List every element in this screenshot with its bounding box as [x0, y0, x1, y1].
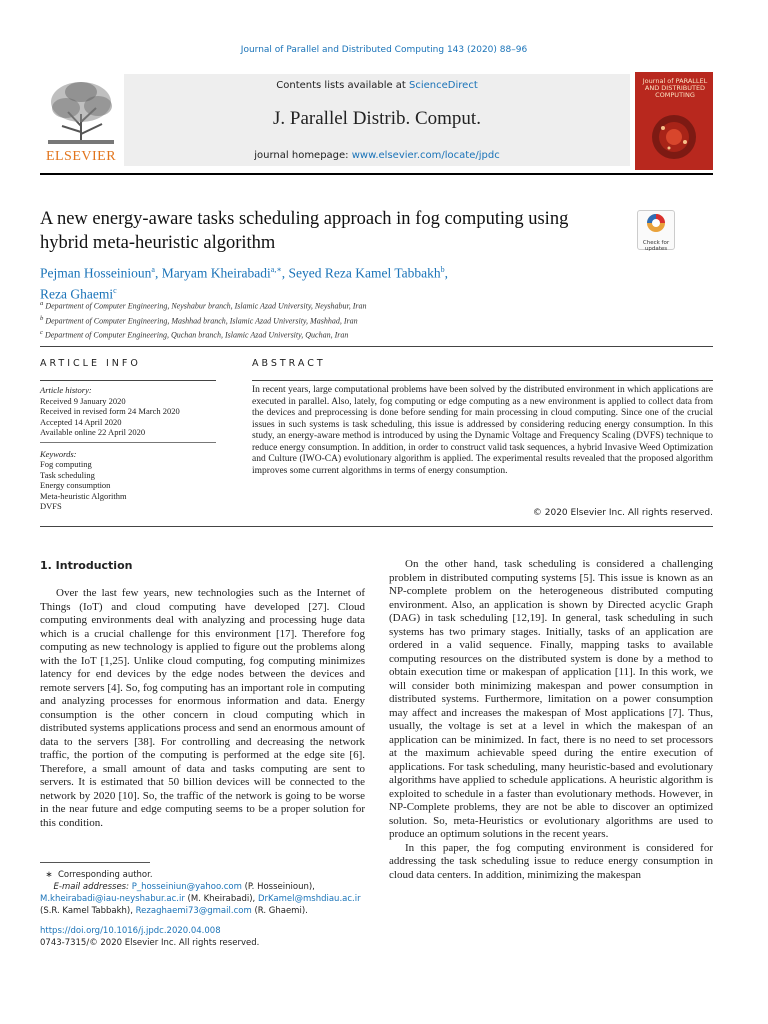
author-4-sup: c [113, 285, 117, 295]
left-column [40, 587, 365, 830]
footnotes [40, 869, 365, 917]
email-line: E-mail addresses: P_hosseiniun@yahoo.com (P. Hosseinioun), [53, 882, 315, 892]
affiliation-b: $^b$ Department of Computer Engineering, Mashhad branch, Islamic Azad University, Mashhad, Iran [40, 314, 358, 326]
contents-prefix: Contents lists available at [276, 80, 410, 91]
history-accepted: Accepted 14 April 2020 [40, 416, 122, 427]
affiliation-c: $^c$ Department of Computer Engineering, Quchan branch, Islamic Azad University, Quchan, Iran [40, 329, 349, 340]
author-4[interactable]: Reza Ghaemi [40, 286, 114, 301]
abstract-copyright: © 2020 Elsevier Inc. All rights reserved. [532, 508, 713, 518]
right-column [389, 558, 713, 882]
history-label: Article history: [40, 385, 92, 395]
author-2-sup: a,∗ [270, 265, 282, 274]
affiliation-a: $^a$ Department of Computer Engineering, Neyshabur branch, Islamic Azad University, Neyshabur, Iran [40, 300, 367, 311]
author-3-sup: b [440, 265, 445, 274]
keyword-item: Meta-heuristic Algorithm [40, 490, 127, 501]
journal-citation-link[interactable]: Journal of Parallel and Distributed Computing 143 (2020) 88–96 [240, 45, 528, 55]
elsevier-wordmark: ELSEVIER [45, 149, 117, 164]
keyword-item: DVFS [40, 501, 62, 511]
article-title: A new energy-aware tasks scheduling approach in fog computing using hybrid meta-heuristic algorithm [40, 209, 569, 253]
check-updates-icon [638, 211, 674, 235]
history-received: Received 9 January 2020 [40, 395, 126, 406]
keywords-label: Keywords: [40, 448, 77, 459]
info-top-rule [40, 346, 713, 347]
email-line: M.kheirabadi@iau-neyshabur.ac.ir (M. Kheirabadi), DrKamel@mshdiau.ac.ir [40, 894, 361, 904]
check-updates-label: Check for updates [642, 240, 670, 252]
section-heading: 1. Introduction [40, 559, 133, 572]
keyword-item: Energy consumption [40, 480, 111, 490]
footnote-rule [40, 862, 150, 863]
check-for-updates-button[interactable] [637, 210, 675, 250]
author-3[interactable]: Seyed Reza Kamel Tabbakh [288, 265, 441, 281]
email-link[interactable]: Rezaghaemi73@gmail.com [135, 906, 252, 916]
author-1[interactable]: Pejman Hosseinioun [40, 265, 152, 281]
abstract-text: In recent years, large computational problems have been solved by the distributed environment in which applications are executed in parallel. Also, lately, fog computing or edge computing as a new environment is applied to collect data from the devices and preprocessing is done before sending for main processing in cloud computing. Since one of the crucial issues in such systems is task scheduling, this issue is addressed by considering reducing energy consumption. In this study, an energy-aware method is introduced by using the Dynamic Voltage and Frequency Scaling (DVFS) technique to reduce energy consumption. In addition, in order to construct valid task sequences, a hybrid Invasive Weed Optimization and Culture (IWO-CA) evolutionary algorithm is applied. The experimental results revealed that the proposed algorithm improves some current algorithms in terms of energy consumption. [252, 385, 713, 476]
article-info-heading: ARTICLE INFO [40, 358, 141, 369]
history-revised: Received in revised form 24 March 2020 [40, 406, 180, 416]
abstract-heading-rule [252, 380, 713, 381]
abstract-heading: ABSTRACT [252, 358, 326, 369]
email-link[interactable]: DrKamel@mshdiau.ac.ir [257, 894, 361, 904]
keyword-item: Fog computing [40, 459, 92, 469]
email-link[interactable]: P_hosseiniun@yahoo.com [131, 882, 242, 892]
author-1-sup: a [151, 265, 155, 274]
intro-paragraph-3: In this paper, the fog computing environment is considered for addressing the task scheduling issue to reduce energy consumption in cloud data centers. In addition, minimizing the makespan [389, 841, 713, 881]
email-line: (S.R. Kamel Tabbakh), Rezaghaemi73@gmail.com (R. Ghaemi). [40, 906, 308, 916]
homepage-link[interactable]: www.elsevier.com/locate/jpdc [351, 150, 500, 161]
intro-paragraph-2: On the other hand, task scheduling is considered a challenging problem in distributed computing systems [5]. This issue is known as an NP-complete problem on the heterogeneous distributed computing environment. Also, an application is shown by Directed acyclic Graph (DAG) in task scheduling [12,19]. In general, task scheduling in such systems has two primary stages. Initially, tasks of an application are ordered in a valid sequence. Finally, mapping tasks to available computing resources on the distributed system is done by a method to obtain execution time or makespan of application [11]. In this work, we will consider both minimizing makespan and power consumption in distributed systems. Furthermore, limitation on a power consumption may affect and increases the makespan of Most applications [7]. Thus, usually, the voltage is set at a level in which the makespan of an application can be minimized. In fact, there is no need to set processors at the maximum achievable speed during the entire execution of applications. For task scheduling, many heuristic-based and evolutionary algorithms have applied to schedule applications. A heuristic algorithm is exploited to schedule in a faster than evolutionary methods. However, in NP-Complete problems, they are not be able to discover an optimized solution. So, meta-Heuristics or evolutionary algorithms are used to produce an optimum solutions in the recent years. [389, 558, 713, 840]
corresponding-note: ∗ Corresponding author. [40, 870, 153, 880]
cover-graphic-icon [649, 112, 699, 162]
intro-paragraph-1: Over the last few years, new technologies such as the Internet of Things (IoT) and cloud computing have developed [27]. Cloud computing environments deal with analyzing and processing huge data which is a crucial challenge for this environment [17]. Therefore fog computing as new technology is applied to figure out the problems along with the IoT [1,25]. Unlike cloud computing, fog computing minimizes latency for end devices by the edge nodes between the devices and remote servers [4]. So, fog computing has an important role in computing and analyzing processes for enormous information and data. Energy consumption is the other concern in cloud computing which in distributed systems applications process and send an enormous amount of data to the servers [38]. For controlling and decreasing the network traffic, the portion of the computing is performed at the edge site [6]. Therefore, a small amount of data and tasks computing are sent to servers. It is estimated that 50 billion devices will be connected to the network by 2020 [10]. So, the traffic of the network is going to be worse in the near future and edge computing seems to be a proper solution for this condition. [40, 587, 365, 829]
keyword-item: Task scheduling [40, 469, 95, 480]
doi-link[interactable]: https://doi.org/10.1016/j.jpdc.2020.04.008 [40, 926, 221, 936]
masthead-rule [40, 173, 713, 175]
info-heading-rule [40, 380, 216, 381]
article-info [40, 385, 216, 512]
abstract-bottom-rule [40, 526, 713, 527]
journal-cover-image [635, 72, 713, 170]
doi-block [40, 925, 365, 949]
author-list: Pejman Hosseinioun$^a$, Maryam Kheirabadi$^{a,∗}$, Seyed Reza Kamel Tabbakh$^b$, Reza Ghaemi$^c$ [40, 265, 449, 301]
affiliations [40, 298, 640, 342]
issn-line: 0743-7315/© 2020 Elsevier Inc. All rights reserved. [40, 938, 260, 948]
cover-title: Journal of PARALLEL AND DISTRIBUTED COMPUTING [642, 77, 708, 99]
journal-homepage-line [124, 150, 630, 161]
contents-line [124, 80, 630, 91]
sciencedirect-link[interactable]: ScienceDirect [409, 80, 478, 91]
author-2[interactable]: Maryam Kheirabadi [161, 265, 271, 281]
homepage-prefix: journal homepage: [254, 150, 352, 161]
history-online: Available online 22 April 2020 [40, 427, 146, 437]
email-link[interactable]: M.kheirabadi@iau-neyshabur.ac.ir [40, 894, 185, 904]
info-divider [40, 442, 216, 443]
journal-title: J. Parallel Distrib. Comput. [273, 108, 481, 129]
